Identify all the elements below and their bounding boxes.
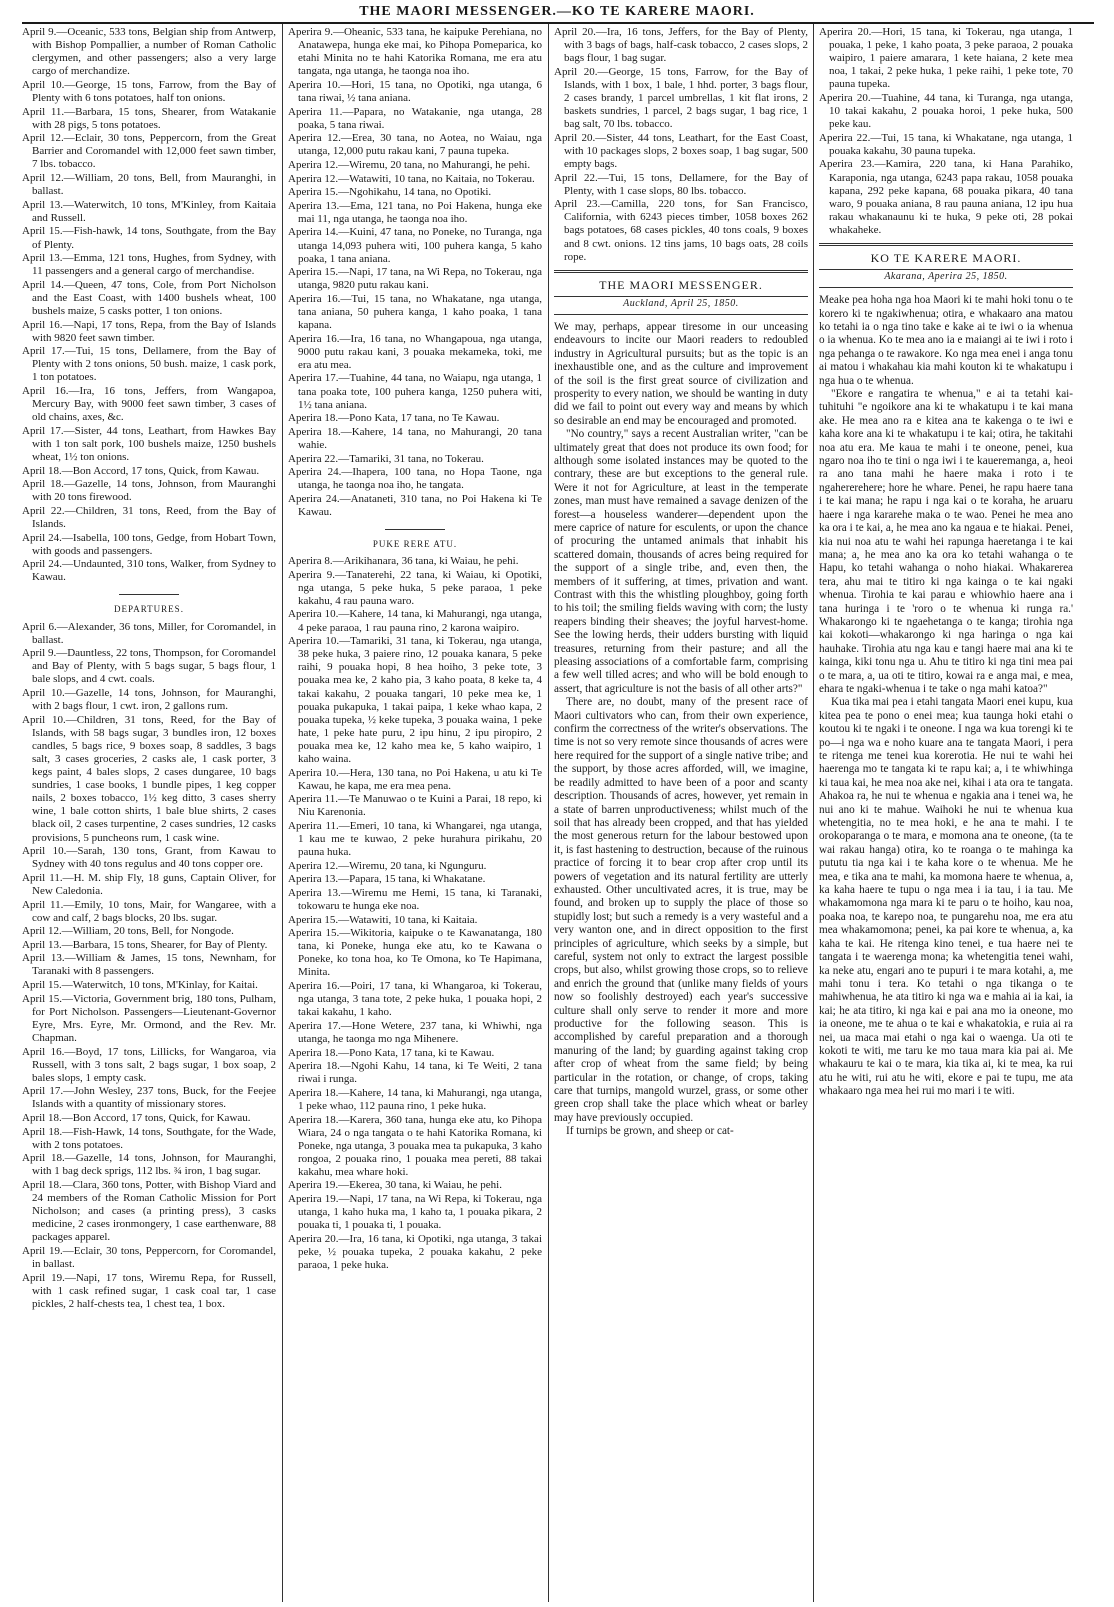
shipping-entry: April 18.—Bon Accord, 17 tons, Quick, for Kawau. <box>22 1112 251 1124</box>
shipping-entry: April 24.—Isabella, 100 tons, Gedge, from Hobart Town, with goods and passengers. <box>22 531 276 557</box>
shipping-entry: Aperira 14.—Kuini, 47 tana, no Poneke, no Turanga, nga utanga 14,093 puhera witi, 100 puhera kanga, 5 kaho poaka, 1 tana aniana. <box>288 226 542 265</box>
shipping-entry: Aperira 22.—Tui, 15 tana, ki Whakatane, nga utanga, 1 pouaka kakahu, 30 pauna tupeka. <box>819 131 1073 157</box>
shipping-entry: Aperira 18.—Kahere, 14 tana, ki Mahurangi, nga utanga, 1 peke whao, 112 pauna rino, 1 peke huka. <box>288 1086 542 1112</box>
departures-list <box>22 621 276 1311</box>
dateline-rule <box>554 314 808 315</box>
shipping-entry: April 17.—Tui, 15 tons, Dellamere, from the Bay of Plenty with 2 tons onions, 50 bush. maize, 1 cask pork, 1 ton potatoes. <box>22 345 276 384</box>
column-divider <box>282 24 283 1602</box>
maori-masthead: KO TE KARERE MAORI. <box>870 251 1022 265</box>
shipping-entry: April 22.—Tui, 15 tons, Dellamere, for the Bay of Plenty, with 1 case slops, 80 lbs. tobacco. <box>554 171 808 197</box>
shipping-entry: April 13.—Waterwitch, 10 tons, M'Kinley, from Kaitaia and Russell. <box>22 198 276 224</box>
departures-heading: DEPARTURES. <box>114 604 184 615</box>
shipping-entry: April 15.—Waterwitch, 10 tons, M'Kinlay, for Kaitai. <box>22 979 258 992</box>
shipping-entry: April 23.—Camilla, 220 tons, for San Francisco, California, with 6243 pieces timber, 1058 boxes 262 bags potatoes, 68 cases pickles, 40 tons coals, 9 boxes and 8 cwt. onions. 12 tins jams, 10 bags oats, 28 coils rope. <box>554 198 808 263</box>
shipping-entry: Aperira 17.—Hone Wetere, 237 tana, ki Whiwhi, nga utanga, he taonga mo nga Mihenere. <box>288 1019 542 1045</box>
shipping-entry: April 12.—William, 20 tons, Bell, for Nongode. <box>22 925 234 938</box>
shipping-entry: Aperira 15.—Napi, 17 tana, na Wi Repa, no Tokerau, nga utanga, 9820 putu rakau kani. <box>288 266 542 292</box>
shipping-entry: April 18.—Fish-Hawk, 14 tons, Southgate, for the Wade, with 2 tons potatoes. <box>22 1125 276 1151</box>
departures-heading: PUKE RERE ATU. <box>372 538 458 549</box>
editorial-paragraph: "No country," says a recent Australian writer, "can be ultimately great that does not produce its own food; for although some isolated instances may be quoted to the contrary, these are but exceptions to the general rule. Were it not for Agriculture, at least in the temperate zones, man must have remained a savage denizen of the forest—a houseless wanderer—dependent upon the mere caprice of nature for esculents, or upon the chance of procuring the untamed animals that inhabit his scattered domain, thousands of acres being required for the support of a single tribe, and, even then, the members of it suffering, at times, privation and want. Contrast with this the whistling ploughboy, going forth to his toil; the smiling fields waving with corn; the lusty reapers binding their sheaves; the joyful harvest-home. See the lowing herds, their udders bursting with liquid treasures, returning from their pasture; and all the pleasing associations of a comfortable farm, comprising a few well tilled acres; and who will be bold enough to assert, that agriculture is not the basis of all other arts?" <box>554 428 808 695</box>
shipping-entry: April 22.—Children, 31 tons, Reed, from the Bay of Islands. <box>22 504 276 530</box>
shipping-entry: Aperira 24.—Ihapera, 100 tana, no Hopa Taone, nga utanga, he taonga noa iho, he tangata. <box>288 466 542 492</box>
shipping-entry: April 15.—Fish-hawk, 14 tons, Southgate, from the Bay of Plenty. <box>22 225 276 251</box>
english-masthead: THE MAORI MESSENGER. <box>599 277 763 292</box>
editorial-paragraph: There are, no doubt, many of the present race of Maori cultivators who can, from their own experience, confirm the correctness of the writer's observations. The time is not so very remote since thousands of acres were here required for the support of a single native tribe; and the support, by those acres afforded, will, we imagine, be readily admitted to have been of a poor and scanty description. Thousands of acres, however, yet remain in a state of barren unproductiveness; whilst much of the soil that has already been cropped, and that has yielded the most generous return for the labour bestowed upon it, is fast hastening to destruction, because of the ruinous practice of forcing it to bear crop after crop until its powers of vegetation and its natural fertility are utterly exhausted. Other uncultivated acres, it is true, may be found, and broken up to supply the place of those so stupidly lost; but such a remedy is a very wasteful and a very wanton one, and in direct opposition to the first principles of agriculture, which seeks by a simple, but careful, system not only to extract the largest possible crops, but also, whilst growing those crops, so to relieve and enrich the ground that (unlike many fields of yours now so foolishly destroyed) each year's successive culture shall only serve to render it more and more productive for the following season. This is accomplished by careful preparation and a thorough manuring of the land; by guarding against taking crop after crop of wheat from the same field; by being particular in the rotation, or change, of crops, taking care that turnips, mangold wurzel, grass, or some other green crop shall take the place which wheat or barley may have previously occupied. <box>554 696 808 1124</box>
shipping-entry: April 20.—George, 15 tons, Farrow, for the Bay of Islands, with 1 box, 1 bale, 1 hhd. porter, 3 bags flour, 2 cases brandy, 1 parcel umbrellas, 1 kit flat irons, 2 baskets sundries, 1 parcel, 2 bags sugar, 1 bag rice, 1 bag salt, 70 lbs. tobacco. <box>554 65 808 131</box>
shipping-entry: April 10.—Sarah, 130 tons, Grant, from Kawau to Sydney with 40 tons regulus and 40 tons copper ore. <box>22 845 276 871</box>
masthead-rule <box>554 270 808 273</box>
column-3-english-editorial <box>554 26 808 1604</box>
shipping-entry: Aperira 18.—Kahere, 14 tana, no Mahurangi, 20 tana wahie. <box>288 425 542 451</box>
column-divider <box>548 24 549 1602</box>
shipping-entry: Aperira 16.—Ira, 16 tana, no Whangapoua, nga utanga, 9000 putu rakau kani, 3 pouaka mekameka, toki, me era atu mea. <box>288 332 542 371</box>
shipping-entry: April 11.—H. M. ship Fly, 18 guns, Captain Oliver, for New Caledonia. <box>22 871 276 897</box>
shipping-entry: Aperira 11.—Te Manuwao o te Kuini a Parai, 18 repo, ki Niu Karenonia. <box>288 793 542 819</box>
shipping-entry: Aperira 22.—Tamariki, 31 tana, no Tokerau. <box>288 452 484 465</box>
shipping-entry: Aperira 16.—Tui, 15 tana, no Whakatane, nga utanga, tana aniana, 50 puhera kanga, 1 kaho poaka, 1 tana kapana. <box>288 292 542 332</box>
shipping-entry: April 16.—Boyd, 17 tons, Lillicks, for Wangaroa, via Russell, with 3 tons salt, 2 bags sugar, 1 box soap, 2 bales slops, 1 empty cask. <box>22 1045 276 1084</box>
shipping-entry: April 10.—George, 15 tons, Farrow, from the Bay of Plenty with 6 tons potatoes, half ton onions. <box>22 78 276 104</box>
shipping-entry: Aperira 9.—Tanaterehi, 22 tana, ki Waiau, ki Opotiki, nga utanga, 5 peke huka, 5 peke paraoa, 1 peke kakahu, 4 rau pauna waro. <box>288 568 542 607</box>
shipping-entry: Aperira 10.—Kahere, 14 tana, ki Mahurangi, nga utanga, 4 peke paraoa, 1 rau pauna rino, 2 karona waipiro. <box>288 608 542 634</box>
maori-dateline: Akarana, Aperira 25, 1850. <box>884 271 1008 283</box>
shipping-entry: Aperira 11.—Emeri, 10 tana, ki Whangarei, nga utanga, 1 kau me te kuwao, 2 peke hurahura pirikahu, 20 pauna huka. <box>288 819 542 859</box>
english-editorial-body <box>554 321 808 1139</box>
shipping-entry: April 17.—Sister, 44 tons, Leathart, from Hawkes Bay with 1 ton salt pork, 100 bushels maize, 1250 bushels wheat, 1½ ton onions. <box>22 424 276 463</box>
shipping-entry: Aperira 15.—Watawiti, 10 tana, ki Kaitaia. <box>288 913 478 926</box>
running-head: THE MAORI MESSENGER.—KO TE KARERE MAORI. <box>359 4 755 19</box>
shipping-entry: Aperira 20.—Ira, 16 tana, ki Opotiki, nga utanga, 3 takai peke, ½ pouaka tupeka, 2 pouaka kakahu, 2 peke paraoa, 1 peke huka. <box>288 1232 542 1272</box>
shipping-entry: April 19.—Eclair, 30 tons, Peppercorn, for Coromandel, in ballast. <box>22 1244 276 1271</box>
english-dateline: Auckland, April 25, 1850. <box>623 297 739 309</box>
shipping-entry: April 18.—Clara, 360 tons, Potter, with Bishop Viard and 24 members of the Roman Catholic Mission for Port Nicholson; and cases (a printing press), 3 casks medicine, 2 cases ironmongery, 1 case earthenware, 88 packages apparel. <box>22 1178 276 1244</box>
editorial-paragraph: "Ekore e rangatira te whenua," e ai ta tetahi kai-tuhituhi "e ngoikore ana ki te whakatupu i te kai mana ake. He mea ano ra e kitea ana te kakenga o te iwi e kaha kore ana ki te whakatupu i te kai; otira, he takitahi noa atu era. Me kaua te mahi i te oneone, penei, kua ngaro noa iho te tini o nga iwi i te kaueremanga, a, heoi ra ano tana mahi he haere maka i roto i te ngahererehere; hore he whare. Penei, he rapu haere tana i te kai mana; he rapu i nga kai o te koraha, he aruaru haere i nga kararehe maka o te wao. Penei he mea ano ka ora i te kai, a, he mea ano ka ngaua e te hiakai. Penei, kia nui noa atu te wahi hei rapunga haeretanga i te kai mana; a, he mea ano ka ora ko tetahi wahanga o te Hapu, ko tetahi wahanga o noho hiakai. Whakarerea tera, ahu mai te titiro ki nga kainga o te kai ngaki whenua. Tirohia te kai parau e whiowhio haere ana i tana huringa i te 'roro o te whenua ki runga ra.' Whakarongo ki te ngaehetanga o te kanga; tirohia nga kai kokoti—whakarongo ki nga haringa o nga kai hauhake. Tirohia atu nga kau e tangi haere mai ana ki te kainga, kiki tonu nga u. Ahu te titiro ki nga tini mea pai o te mara, a, ua oti te titiro, kowai ra e anga mai, e mea, ehara te ngaki-whenua i te take o nga mahi katoa?" <box>819 388 1073 695</box>
dateline-rule <box>819 287 1073 288</box>
shipping-entry: April 18.—Bon Accord, 17 tons, Quick, from Kawau. <box>22 464 260 477</box>
editorial-paragraph: Meake pea hoha nga hoa Maori ki te mahi hoki tonu o te korero ki te ngakiwhenua; otira, e whakaaro ana matou ko tetahi ia o nga tino take e kake ai te iwi o ia whenua o ia whenua. Ko te mea ano ia e maiangi ai te iwi i roto i nga pehanga o te rawakore. Ko nga mea enei i anga tonu ai matou i whakahau kia mahi kouton ki te whakatupu i nga hua o te whenua. <box>819 294 1073 387</box>
arrivals-list <box>22 26 276 584</box>
shipping-entry: April 9.—Dauntless, 22 tons, Thompson, for Coromandel and Bay of Plenty, with 5 bags sugar, 5 bags flour, 1 bale slops, and 4 cwt. coals. <box>22 647 276 686</box>
shipping-entry: April 10.—Children, 31 tons, Reed, for the Bay of Islands, with 58 bags sugar, 3 bundles iron, 12 boxes candles, 5 bags rice, 9 boxes soap, 8 saddles, 3 bags salt, 3 cases groceries, 2 casks ale, 1 cask porter, 3 kegs paint, 4 bales slops, 2 cases dungaree, 10 bags sundries, 1 case books, 1 bundle pipes, 1 keg copper nails, 2 boxes tobacco, 1½ keg ditto, 3 cases sherry wine, 1 bale cotton shirts, 1 bale blue shirts, 2 cases black oil, 2 cases turpentine, 2 cases sundries, 12 casks provisions, 5 puncheons rum, 1 cask wine. <box>22 713 276 844</box>
shipping-entry: Aperira 15.—Ngohikahu, 14 tana, no Opotiki. <box>288 186 492 199</box>
section-rule <box>385 529 445 530</box>
shipping-entry: Aperira 18.—Karera, 360 tana, hunga eke atu, ko Pihopa Wiara, 24 o nga tangata o te hahi Katorika Romana, ki Poneke, nga utanga, 3 pouaka mea ta pukapuka, 3 kaho rongoa, 2 pouaka rino, 1 pouaka mea pereti, 88 takai kakahu, mea whare hoki. <box>288 1113 542 1178</box>
masthead-rule <box>819 243 1073 246</box>
shipping-entry: Aperira 17.—Tuahine, 44 tana, no Waiapu, nga utanga, 1 tana poaka tote, 100 puhera kanga, 1250 puhera witi, 1½ tana aniana. <box>288 372 542 411</box>
column-divider <box>813 24 814 1602</box>
editorial-paragraph: If turnips be grown, and sheep or cat- <box>566 1125 734 1138</box>
shipping-continued <box>819 26 1073 237</box>
shipping-entry: April 10.—Gazelle, 14 tons, Johnson, for Mauranghi, with 2 bags flour, 1 cwt. iron, 2 gallons rum. <box>22 687 276 713</box>
shipping-continued <box>554 26 808 264</box>
shipping-entry: Aperira 18.—Pono Kata, 17 tana, ki te Kawau. <box>288 1046 495 1059</box>
shipping-entry: April 17.—John Wesley, 237 tons, Buck, for the Feejee Islands with a quantity of missionary stores. <box>22 1085 276 1111</box>
shipping-entry: April 19.—Napi, 17 tons, Wiremu Repa, for Russell, with 1 cask refined sugar, 1 cask coal tar, 1 case pickles, 2 half-chests tea, 1 chest tea, 1 box. <box>22 1271 276 1310</box>
shipping-entry: Aperira 13.—Wiremu me Hemi, 15 tana, ki Taranaki, tokowaru te hunga eke noa. <box>288 886 542 912</box>
column-2-maori-shipping <box>288 26 542 1604</box>
shipping-entry: Aperira 12.—Wiremu, 20 tana, ki Ngunguru. <box>288 859 487 872</box>
shipping-entry: April 12.—Eclair, 30 tons, Peppercorn, from the Great Barrier and Coromandel with 12,000 feet sawn timber, 7 lbs. tobacco. <box>22 132 276 171</box>
shipping-entry: April 12.—William, 20 tons, Bell, from Mauranghi, in ballast. <box>22 172 276 198</box>
shipping-entry: Aperira 12.—Watawiti, 10 tana, no Kaitaia, no Tokerau. <box>288 172 535 185</box>
departures-list <box>288 555 542 1272</box>
shipping-entry: Aperira 8.—Arikihanara, 36 tana, ki Waiau, he pehi. <box>288 555 519 568</box>
shipping-entry: Aperira 18.—Ngohi Kahu, 14 tana, ki Te Weiti, 2 tana riwai i runga. <box>288 1060 542 1086</box>
shipping-entry: April 20.—Ira, 16 tons, Jeffers, for the Bay of Plenty, with 3 bags of bags, half-cask tobacco, 2 cases slops, 2 bags flour, 1 bag sugar. <box>554 26 808 65</box>
shipping-entry: April 11.—Barbara, 15 tons, Shearer, from Watakanie with 28 pigs, 5 tons potatoes. <box>22 105 276 131</box>
shipping-entry: April 20.—Sister, 44 tons, Leathart, for the East Coast, with 10 packages slops, 2 boxes soap, 1 bag sugar, 500 empty bags. <box>554 131 808 170</box>
shipping-entry: April 13.—Emma, 121 tons, Hughes, from Sydney, with 11 passengers and a general cargo of merchandise. <box>22 252 276 278</box>
maori-editorial-body <box>819 294 1073 1098</box>
top-rule <box>22 22 1094 24</box>
shipping-entry: April 6.—Alexander, 36 tons, Miller, for Coromandel, in ballast. <box>22 620 276 646</box>
column-4-maori-editorial <box>819 26 1073 1604</box>
shipping-entry: Aperira 10.—Hori, 15 tana, no Opotiki, nga utanga, 6 tana riwai, ½ tana aniana. <box>288 78 542 104</box>
editorial-paragraph: Kua tika mai pea i etahi tangata Maori enei kupu, kua kitea pea te pono o enei mea; kua taunga hoki etahi o koutou ki te ngaki i te oneone. I nga wa kua torengi ki te po—i nga wa e noho kuare ana te tangata Maori, i pera te ritenga me tenei kua korerotia. He nui te wahi hei haerenga mo te tangata ki te rapu kai; a, i te whiwhinga ki taua kai, he mea noa ake nei, kihai i ata ora te tangata. Ahakoa ra, he nui te whenua e ngakia ana i tenei wa, he nui ano ki te mahue. Waihoki he nui te whenua kua whetengitia, no te mea hoki, e he ana te mahi. I te orokoparanga o te mara, e momona ana te oneone, (ta te wai rakau hanga) otira, ko te roanga o te mahinga ka pututu tia nga kai i te kaha kore o te whenua. Me he mea, e tika ana te mahi, ka momona haere te whenua, a, ka kaha haere te tupu o nga mea i ia tau, i ia tau. Me whakamomona nga mara ki te paru o te hoiho, kau noa, poaka noa, te karepo noa, te pungarehu noa, me era atu mea whakamomona; penei, ka pai kore te whenua, a, ka kaha te kai. He ritenga kino tenei, e tua haere nei te tangata i te waerenga mona; ka whetengitia tenei wahi, ka neke atu, engari ano te pupuri i te mara kotahi, a, me mahi tonu i tera. Ko tetahi o nga tikanga o te mahiwhenua, he ata titiro ki nga wa e mahia ai ia kai, ia kai; he ata titiro, ki nga kai e pai ana mo ia oneone, mo ia oneone, me te ahua o te kai e whakatokia, e ruia ai ra nei, ua maca mai etahi o nga kai o waenga. Ua oti te kokoti te witi, me taru ke mo taua mara kia pai ai. Me whakauru te kai o te mara, kia tika ai, ki te mea, ka rui atu he witi, rui atu he witi, ekore e pai te tupu, me ata whakaaro nga mea hei rui mo mari i te witi. <box>819 696 1073 1098</box>
shipping-entry: Aperira 16.—Poiri, 17 tana, ki Whangaroa, ki Tokerau, nga utanga, 3 tana tote, 2 peke huka, 1 pouaka hopi, 2 takai kakahu, 1 kaho. <box>288 980 542 1019</box>
shipping-entry: Aperira 11.—Papara, no Watakanie, nga utanga, 28 poaka, 5 tana riwai. <box>288 105 542 131</box>
shipping-entry: April 16.—Ira, 16 tons, Jeffers, from Wangapoa, Mercury Bay, with 9000 feet sawn timber, 3 cases of old chains, axes, &c. <box>22 385 276 424</box>
shipping-entry: Aperira 9.—Oheanic, 533 tana, he kaipuke Perehiana, no Anatawepa, hunga eke mai, ko Pihopa Pomeparica, ko etahi Minita no te hahi Katorika Romana, me era atu tangata, nga utanga, he taonga noa iho. <box>288 26 542 78</box>
shipping-entry: Aperira 13.—Papara, 15 tana, ki Whakatane. <box>288 873 486 886</box>
shipping-entry: April 24.—Undaunted, 310 tons, Walker, from Sydney to Kawau. <box>22 558 276 584</box>
shipping-entry: Aperira 10.—Tamariki, 31 tana, ki Tokerau, nga utanga, 38 peke huka, 3 paiere rino, 12 pouaka kanara, 5 peke raihi, 9 pouaka hopi, 8 hea hoiho, 3 peke tote, 3 pouaka mea ke, 2 kaho pia, 3 kaho poata, 8 keke ta, 4 takai kakahu, 2 pouaka tangari, 10 peke mea ke, 1 pouaka pukapuka, 1 takai paipa, 1 keke whao kapa, 2 pouaka tupeka, ½ keke tupeka, 3 pouaka waina, 1 peke hate, 1 peke hate puru, 2 ipu hinu, 2 ipu piropiro, 2 pouaka mea ke, 12 kaho mea ke, 5 kaho waipiro, 1 kaho waina. <box>288 635 542 765</box>
shipping-entry: Aperira 12.—Wiremu, 20 tana, no Mahurangi, he pehi. <box>288 158 531 171</box>
shipping-entry: Aperira 24.—Anataneti, 310 tana, no Poi Hakena ki Te Kawau. <box>288 492 542 518</box>
shipping-entry: Aperira 20.—Hori, 15 tana, ki Tokerau, nga utanga, 1 pouaka, 1 peke, 1 kaho poata, 3 peke paraoa, 2 pouaka waipiro, 1 paiere amarara, 1 kete haiana, 2 kete mea noa, 1 takai, 2 peke huka, 1 peke raihi, 1 peke tote, 70 pauna tupeka. <box>819 26 1073 91</box>
shipping-entry: Aperira 19.—Ekerea, 30 tana, ki Waiau, he pehi. <box>288 1179 502 1192</box>
shipping-entry: Aperira 18.—Pono Kata, 17 tana, no Te Kawau. <box>288 412 500 425</box>
shipping-entry: Aperira 12.—Erea, 30 tana, no Aotea, no Waiau, nga utanga, 12,000 putu rakau kani, 7 pauna tupeka. <box>288 132 542 158</box>
shipping-entry: April 11.—Emily, 10 tons, Mair, for Wangaree, with a cow and calf, 2 bags blocks, 20 lbs. sugar. <box>22 898 276 924</box>
shipping-entry: April 18.—Gazelle, 14 tons, Johnson, from Mauranghi with 20 tons firewood. <box>22 478 276 504</box>
shipping-entry: April 16.—Napi, 17 tons, Repa, from the Bay of Islands with 9820 feet sawn timber. <box>22 318 276 344</box>
shipping-entry: April 13.—William & James, 15 tons, Newnham, for Taranaki with 8 passengers. <box>22 952 276 978</box>
editorial-paragraph: We may, perhaps, appear tiresome in our unceasing endeavours to incite our Maori readers to redoubled industry in Agricultural pursuits; but as the topic is an inexhaustible one, and as the culture and improvement of the soil is the first great source of civilization and prosperity to every nation, we should be wanting in duty did we fail to point out every way and means by which so desirable an end may be encouraged and promoted. <box>554 320 808 427</box>
shipping-entry: April 13.—Barbara, 15 tons, Shearer, for Bay of Plenty. <box>22 938 268 951</box>
shipping-entry: April 9.—Oceanic, 533 tons, Belgian ship from Antwerp, with Bishop Pompallier, a number of Roman Catholic clergymen, and other passengers; also a very large cargo of merchandize. <box>22 26 276 78</box>
shipping-entry: Aperira 20.—Tuahine, 44 tana, ki Turanga, nga utanga, 10 takai kakahu, 2 pouaka horoi, 1 peke huka, 500 peke kau. <box>819 91 1073 131</box>
shipping-entry: April 18.—Gazelle, 14 tons, Johnson, for Mauranghi, with 1 bag deck sprigs, 112 lbs. ¾ iron, 1 bag sugar. <box>22 1152 276 1178</box>
shipping-entry: Aperira 15.—Wikitoria, kaipuke o te Kawanatanga, 180 tana, ki Poneke, hunga eke atu, ko te Kawana o Poneke, ko tona hoa, ko Te Omona, ko Te Hapimana, Minita. <box>288 927 542 979</box>
shipping-entry: Aperira 19.—Napi, 17 tana, na Wi Repa, ki Tokerau, nga utanga, 1 kaho huka ma, 1 kaho ta, 1 pouaka pikara, 2 pouaka ti, 1 pouaka ti, 1 pouaka. <box>288 1193 542 1232</box>
shipping-entry: April 14.—Queen, 47 tons, Cole, from Port Nicholson and the East Coast, with 1400 bushels wheat, 100 bushels maize, 5 casks potter, 1 ton onions. <box>22 278 276 317</box>
column-1-english-shipping <box>22 26 276 1604</box>
section-rule <box>119 594 179 595</box>
shipping-entry: Aperira 13.—Ema, 121 tana, no Poi Hakena, hunga eke mai 11, nga utanga, he taonga noa iho. <box>288 199 542 225</box>
shipping-entry: Aperira 23.—Kamira, 220 tana, ki Hana Parahiko, Karaponia, nga utanga, 6243 papa rakau, 1058 pouaka kapana, 292 peke kapana, 68 pouaka pikara, 40 tana waro, 9 pouaka aniana, 8 rau pauna aniana, 12 ipu hua rakau whakanaunu ki te huka, 9 peke oti, 28 pokai whakaheke. <box>819 158 1073 236</box>
shipping-entry: April 15.—Victoria, Government brig, 180 tons, Pulham, for Port Nicholson. Passengers—Lieutenant-Governor Eyre, Mrs. Eyre, Mr. Ormond, and the Rev. Mr. Chapman. <box>22 992 276 1044</box>
shipping-entry: Aperira 10.—Hera, 130 tana, no Poi Hakena, u atu ki Te Kawau, he kapa, me era mea pena. <box>288 766 542 792</box>
arrivals-list <box>288 26 542 519</box>
